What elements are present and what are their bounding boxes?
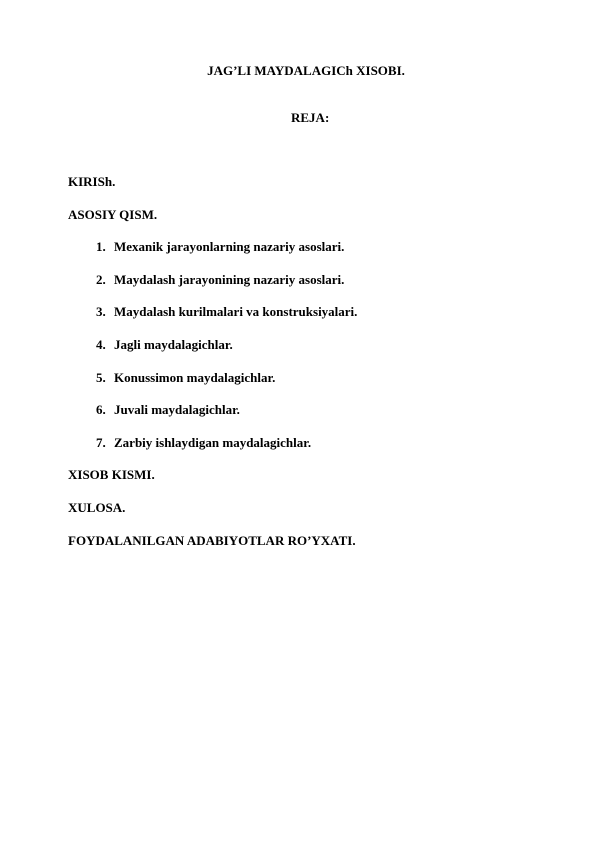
table-of-contents (68, 174, 357, 565)
toc-item-text: Maydalash jarayonining nazariy asoslari. (114, 271, 345, 287)
toc-item-text: Juvali maydalagichlar. (114, 402, 240, 418)
toc-item (68, 435, 357, 451)
toc-item-number: 1. (96, 239, 106, 255)
toc-item-number: 4. (96, 336, 106, 352)
toc-item-text: Mexanik jarayonlarning nazariy asoslari. (114, 239, 345, 255)
toc-references: FOYDALANILGAN ADABIYOTLAR RO’YXATI. (68, 532, 356, 548)
toc-item-number: 6. (96, 402, 106, 418)
toc-intro: KIRISh. (68, 174, 116, 189)
toc-item-number: 7. (96, 434, 106, 450)
toc-item (68, 272, 357, 288)
toc-item-text: Maydalash kurilmalari va konstruksiyalari. (114, 304, 358, 320)
toc-item-text: Zarbiy ishlaydigan maydalagichlar. (114, 434, 312, 450)
document-title: JAG’LI MAYDALAGICh XISOBI. (207, 63, 405, 78)
toc-item (68, 337, 357, 353)
toc-item-number: 3. (96, 304, 106, 320)
toc-item-number: 2. (96, 271, 106, 287)
toc-conclusion: XULOSA. (68, 499, 126, 515)
toc-item (68, 402, 357, 418)
plan-heading: REJA: (291, 110, 330, 125)
toc-item-text: Jagli maydalagichlar. (114, 336, 233, 352)
toc-item (68, 370, 357, 386)
toc-item (68, 304, 357, 320)
toc-item-number: 5. (96, 369, 106, 385)
toc-item (68, 239, 357, 255)
toc-item-text: Konussimon maydalagichlar. (114, 369, 276, 385)
toc-main-part: ASOSIY QISM. (68, 206, 158, 222)
toc-calculation: XISOB KISMI. (68, 467, 155, 483)
